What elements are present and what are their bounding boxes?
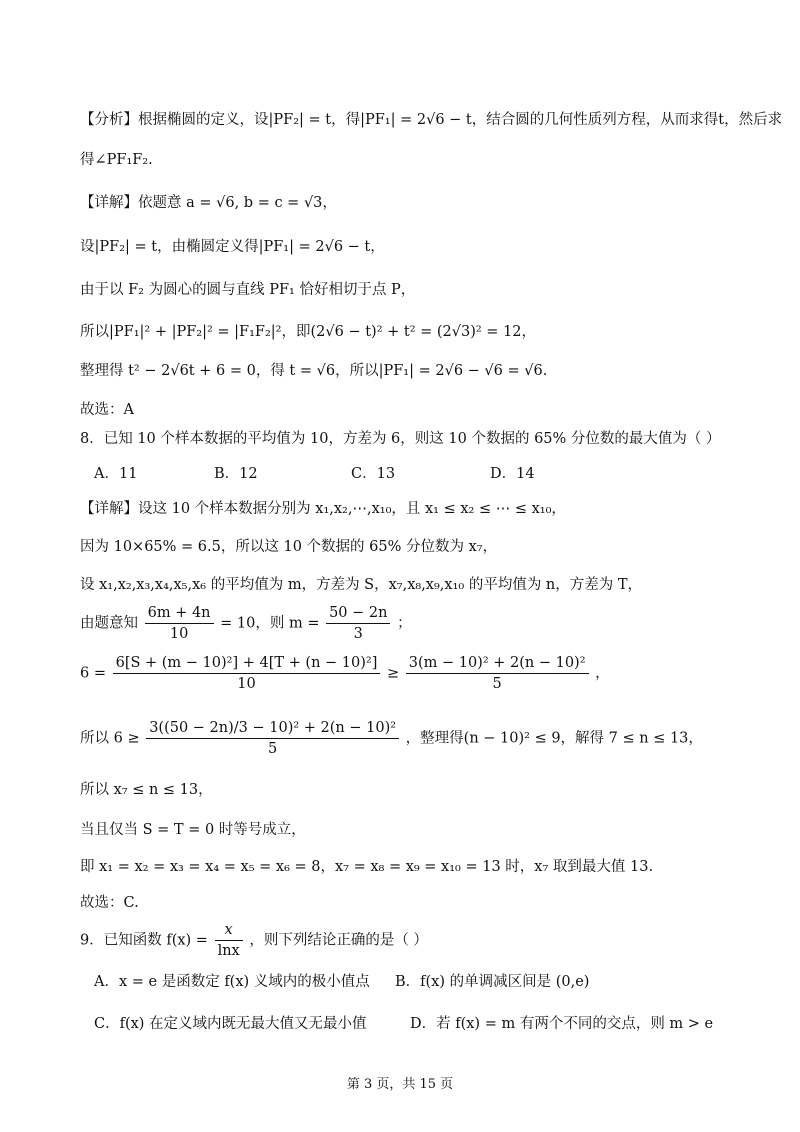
detail7-line-2: 设|PF₂| = t，由椭圆定义得|PF₁| = 2√6 − t， [80, 239, 385, 255]
q9-option-c: C．f(x) 在定义域内既无最大值又无最小值 [94, 1016, 367, 1032]
fraction [146, 720, 399, 757]
detail7-line-1: 【详解】依题意 a = √6, b = c = √3， [80, 195, 337, 211]
q8-option-b: B．12 [214, 466, 258, 482]
fraction-numerator: 3((50 − 2n)/3 − 10)² + 2(n − 10)² [146, 720, 399, 739]
q8-stem: 8．已知 10 个样本数据的平均值为 10，方差为 6，则这 10 个数据的 65% 分位数的最大值为（ ） [80, 431, 721, 447]
analysis-line-2: 得∠PF₁F₂. [80, 152, 153, 168]
fraction-numerator: 6[S + (m − 10)²] + 4[T + (n − 10)²] [113, 655, 381, 674]
detail7-line-5: 整理得 t² − 2√6t + 6 = 0，得 t = √6，所以|PF₁| = 2√6 − √6 = √6. [80, 363, 548, 379]
text: 由题意知 [80, 615, 138, 632]
fraction-denominator: 10 [237, 676, 256, 692]
text: 9．已知函数 f(x) = [80, 932, 208, 949]
text: 6 = [80, 665, 106, 682]
q9-option-a: A．x = e 是函数定 f(x) 义域内的极小值点 [94, 974, 370, 990]
fraction-numerator: x [215, 922, 243, 941]
text: ，则下列结论正确的是（ ） [249, 932, 428, 949]
fraction-denominator: 10 [169, 626, 189, 642]
text: = 10，则 m = [220, 615, 320, 632]
detail8-line-5 [80, 655, 610, 692]
fraction-numerator: 50 − 2n [326, 605, 390, 624]
text: ，整理得(n − 10)² ≤ 9，解得 7 ≤ n ≤ 13， [405, 730, 703, 747]
detail8-answer: 故选：C. [80, 895, 139, 911]
fraction [215, 922, 243, 959]
detail8-line-9: 即 x₁ = x₂ = x₃ = x₄ = x₅ = x₆ = 8，x₇ = x₈ = x₉ = x₁₀ = 13 时，x₇ 取到最大值 13. [80, 859, 654, 875]
fraction [406, 655, 589, 692]
text: ≥ [386, 665, 400, 682]
text: ， [595, 665, 610, 682]
q9-option-d: D．若 f(x) = m 有两个不同的交点，则 m > e [410, 1016, 714, 1032]
fraction-denominator: lnx [217, 943, 240, 959]
text: ； [397, 615, 412, 632]
q9-option-b: B．f(x) 的单调减区间是 (0,e) [395, 974, 590, 990]
fraction-numerator: 6m + 4n [145, 605, 214, 624]
q8-option-a: A．11 [94, 466, 138, 482]
detail8-line-2: 因为 10×65% = 6.5，所以这 10 个数据的 65% 分位数为 x₇， [80, 539, 498, 555]
page-number: 第 3 页，共 15 页 [346, 1077, 454, 1092]
fraction [113, 655, 381, 692]
detail8-line-1: 【详解】设这 10 个样本数据分别为 x₁,x₂,⋯,x₁₀，且 x₁ ≤ x₂ ≤ ⋯ ≤ x₁₀， [80, 501, 566, 517]
fraction-denominator: 5 [492, 676, 502, 692]
detail8-line-7: 所以 x₇ ≤ n ≤ 13， [80, 782, 213, 798]
detail7-answer: 故选：A [80, 402, 134, 418]
q8-option-d: D．14 [490, 466, 535, 482]
analysis-line-1: 【分析】根据椭圆的定义，设|PF₂| = t，得|PF₁| = 2√6 − t，结合圆的几何性质列方程，从而求得t，然后求 [80, 112, 783, 128]
text: 所以 6 ≥ [80, 730, 140, 747]
detail8-line-6 [80, 720, 703, 757]
fraction [326, 605, 390, 642]
detail7-line-3: 由于以 F₂ 为圆心的圆与直线 PF₁ 恰好相切于点 P， [80, 282, 416, 298]
fraction-numerator: 3(m − 10)² + 2(n − 10)² [406, 655, 589, 674]
fraction-denominator: 3 [353, 626, 363, 642]
q8-option-c: C．13 [351, 466, 396, 482]
fraction [145, 605, 214, 642]
detail7-line-4: 所以|PF₁|² + |PF₂|² = |F₁F₂|²，即(2√6 − t)² + t² = (2√3)² = 12， [80, 324, 537, 340]
detail8-line-4 [80, 605, 412, 642]
detail8-line-3: 设 x₁,x₂,x₃,x₄,x₅,x₆ 的平均值为 m，方差为 S，x₇,x₈,x₉,x₁₀ 的平均值为 n，方差为 T， [80, 577, 643, 593]
fraction-denominator: 5 [268, 741, 278, 757]
q9-stem [80, 922, 428, 959]
detail8-line-8: 当且仅当 S = T = 0 时等号成立， [80, 822, 306, 838]
